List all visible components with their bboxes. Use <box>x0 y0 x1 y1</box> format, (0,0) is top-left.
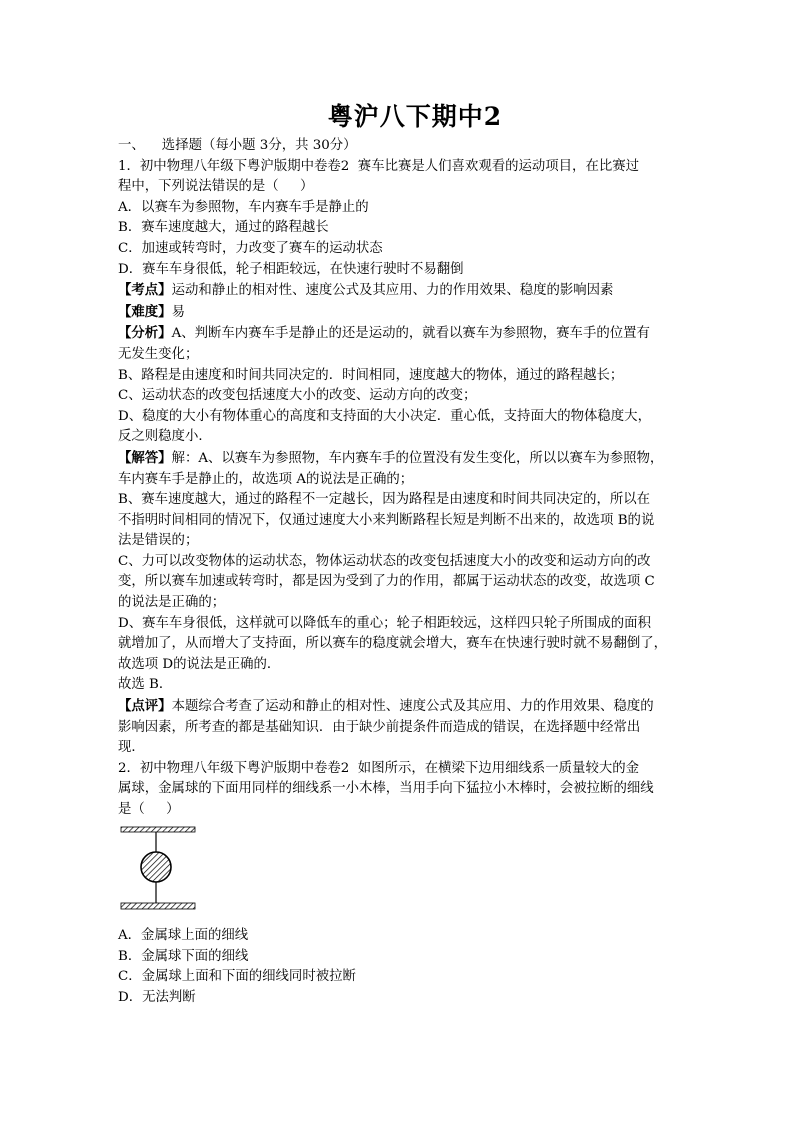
fenxi-line <box>118 323 682 345</box>
kaodian-line <box>118 280 682 302</box>
ceiling-beam <box>121 827 195 832</box>
option-d: D．无法判断 <box>118 989 196 1005</box>
question-stem-line: 程中，下列说法错误的是（ ） <box>118 179 314 195</box>
nandu-line <box>118 302 682 324</box>
option-c: C．金属球上面和下面的细线同时被拉断 <box>118 969 356 985</box>
jieda-text-line: 车内赛车手是静止的，故选项 A的说法是正确的； <box>118 471 414 487</box>
jieda-tag: 【解答】 <box>118 449 172 466</box>
dianping-text-line: 影响因素，所考查的都是基础知识．由于缺少前提条件而造成的错误，在选择题中经常出 <box>118 719 641 735</box>
document-title: 粤沪八下期中2 <box>327 102 503 131</box>
jieda-text-line: 变，所以赛车加速或转弯时，都是因为受到了力的作用，都属于运动状态的改变，故选项 C <box>118 574 655 590</box>
question-1 <box>118 157 682 759</box>
answer-line: 故选 B． <box>118 677 173 693</box>
jieda-line <box>118 448 682 470</box>
hanging-ball-figure <box>118 825 218 915</box>
option-b: B．赛车速度越大，通过的路程越长 <box>118 220 329 236</box>
jieda-text-line: B、赛车速度越大，通过的路程不一定越长，因为路程是由速度和时间共同决定的，所以在 <box>118 492 651 508</box>
nandu-tag: 【难度】 <box>118 303 172 320</box>
question-stem-line: 2．初中物理八年级下粤沪版期中卷卷2 如图所示，在横梁下边用细线系一质量较大的金 <box>118 760 640 776</box>
dianping-text-line: 现． <box>118 740 145 756</box>
dianping-line <box>118 696 682 718</box>
dianping-tag: 【点评】 <box>118 698 172 715</box>
fenxi-text-line: 反之则稳度小． <box>118 429 212 445</box>
document-page <box>118 100 682 1009</box>
jieda-text-line: 故选项 D的说法是正确的． <box>118 656 281 672</box>
jieda-text-line: 法是错误的； <box>118 533 199 549</box>
fenxi-text-line: B、路程是由速度和时间共同决定的．时间相同，速度越大的物体，通过的路程越长； <box>118 367 624 383</box>
option-d: D．赛车车身很低，轮子相距较远，在快速行驶时不易翻倒 <box>118 261 464 277</box>
kaodian-tag: 【考点】 <box>118 282 172 299</box>
section-heading: 一、 选择题（每小题 3分，共 30分） <box>118 138 357 153</box>
question-stem-line: 属球，金属球的下面用同样的细线系一小木棒，当用手向下猛拉小木棒时，会被拉断的细线 <box>118 781 654 797</box>
option-a: A．金属球上面的细线 <box>118 928 249 944</box>
nandu-text: 易 <box>171 304 185 320</box>
jieda-text-line: 就增加了，从而增大了支持面，所以赛车的稳度就会增大，赛车在快速行驶时就不易翻倒了， <box>118 636 668 652</box>
jieda-text: 解：A、以赛车为参照物，车内赛车手的位置没有发生变化，所以以赛车为参照物， <box>171 450 664 466</box>
jieda-text-line: 不指明时间相同的情况下，仅通过速度大小来判断路程长短是判断不出来的，故选项 B的说 <box>118 512 655 528</box>
kaodian-text: 运动和静止的相对性、速度公式及其应用、力的作用效果、稳度的影响因素 <box>171 283 614 299</box>
question-2 <box>118 759 682 1009</box>
option-b: B．金属球下面的细线 <box>118 948 249 964</box>
question-stem-line: 是（ ） <box>118 802 180 817</box>
question-stem-line: 1．初中物理八年级下粤沪版期中卷卷2 赛车比赛是人们喜欢观看的运动项目，在比赛过 <box>118 158 640 174</box>
fenxi-text-line: 无发生变化； <box>118 346 199 362</box>
fenxi-text: A、判断车内赛车手是静止的还是运动的，就看以赛车为参照物，赛车手的位置有 <box>171 326 650 342</box>
option-a: A．以赛车为参照物，车内赛车手是静止的 <box>118 199 369 215</box>
jieda-text-line: C、力可以改变物体的运动状态，物体运动状态的改变包括速度大小的改变和运动方向的改 <box>118 553 651 569</box>
jieda-text-line: D、赛车车身很低，这样就可以降低车的重心；轮子相距较远，这样四只轮子所围成的面积 <box>118 615 651 631</box>
jieda-text-line: 的说法是正确的； <box>118 595 226 611</box>
metal-ball <box>141 852 171 882</box>
fenxi-tag: 【分析】 <box>118 325 172 342</box>
option-c: C．加速或转弯时，力改变了赛车的运动状态 <box>118 240 383 256</box>
wooden-stick <box>121 903 195 909</box>
fenxi-text-line: C、运动状态的改变包括速度大小的改变、运动方向的改变； <box>118 388 477 404</box>
fenxi-text-line: D、稳度的大小有物体重心的高度和支持面的大小决定．重心低，支持面大的物体稳度大， <box>118 408 651 424</box>
dianping-text: 本题综合考查了运动和静止的相对性、速度公式及其应用、力的作用效果、稳度的 <box>171 699 654 715</box>
